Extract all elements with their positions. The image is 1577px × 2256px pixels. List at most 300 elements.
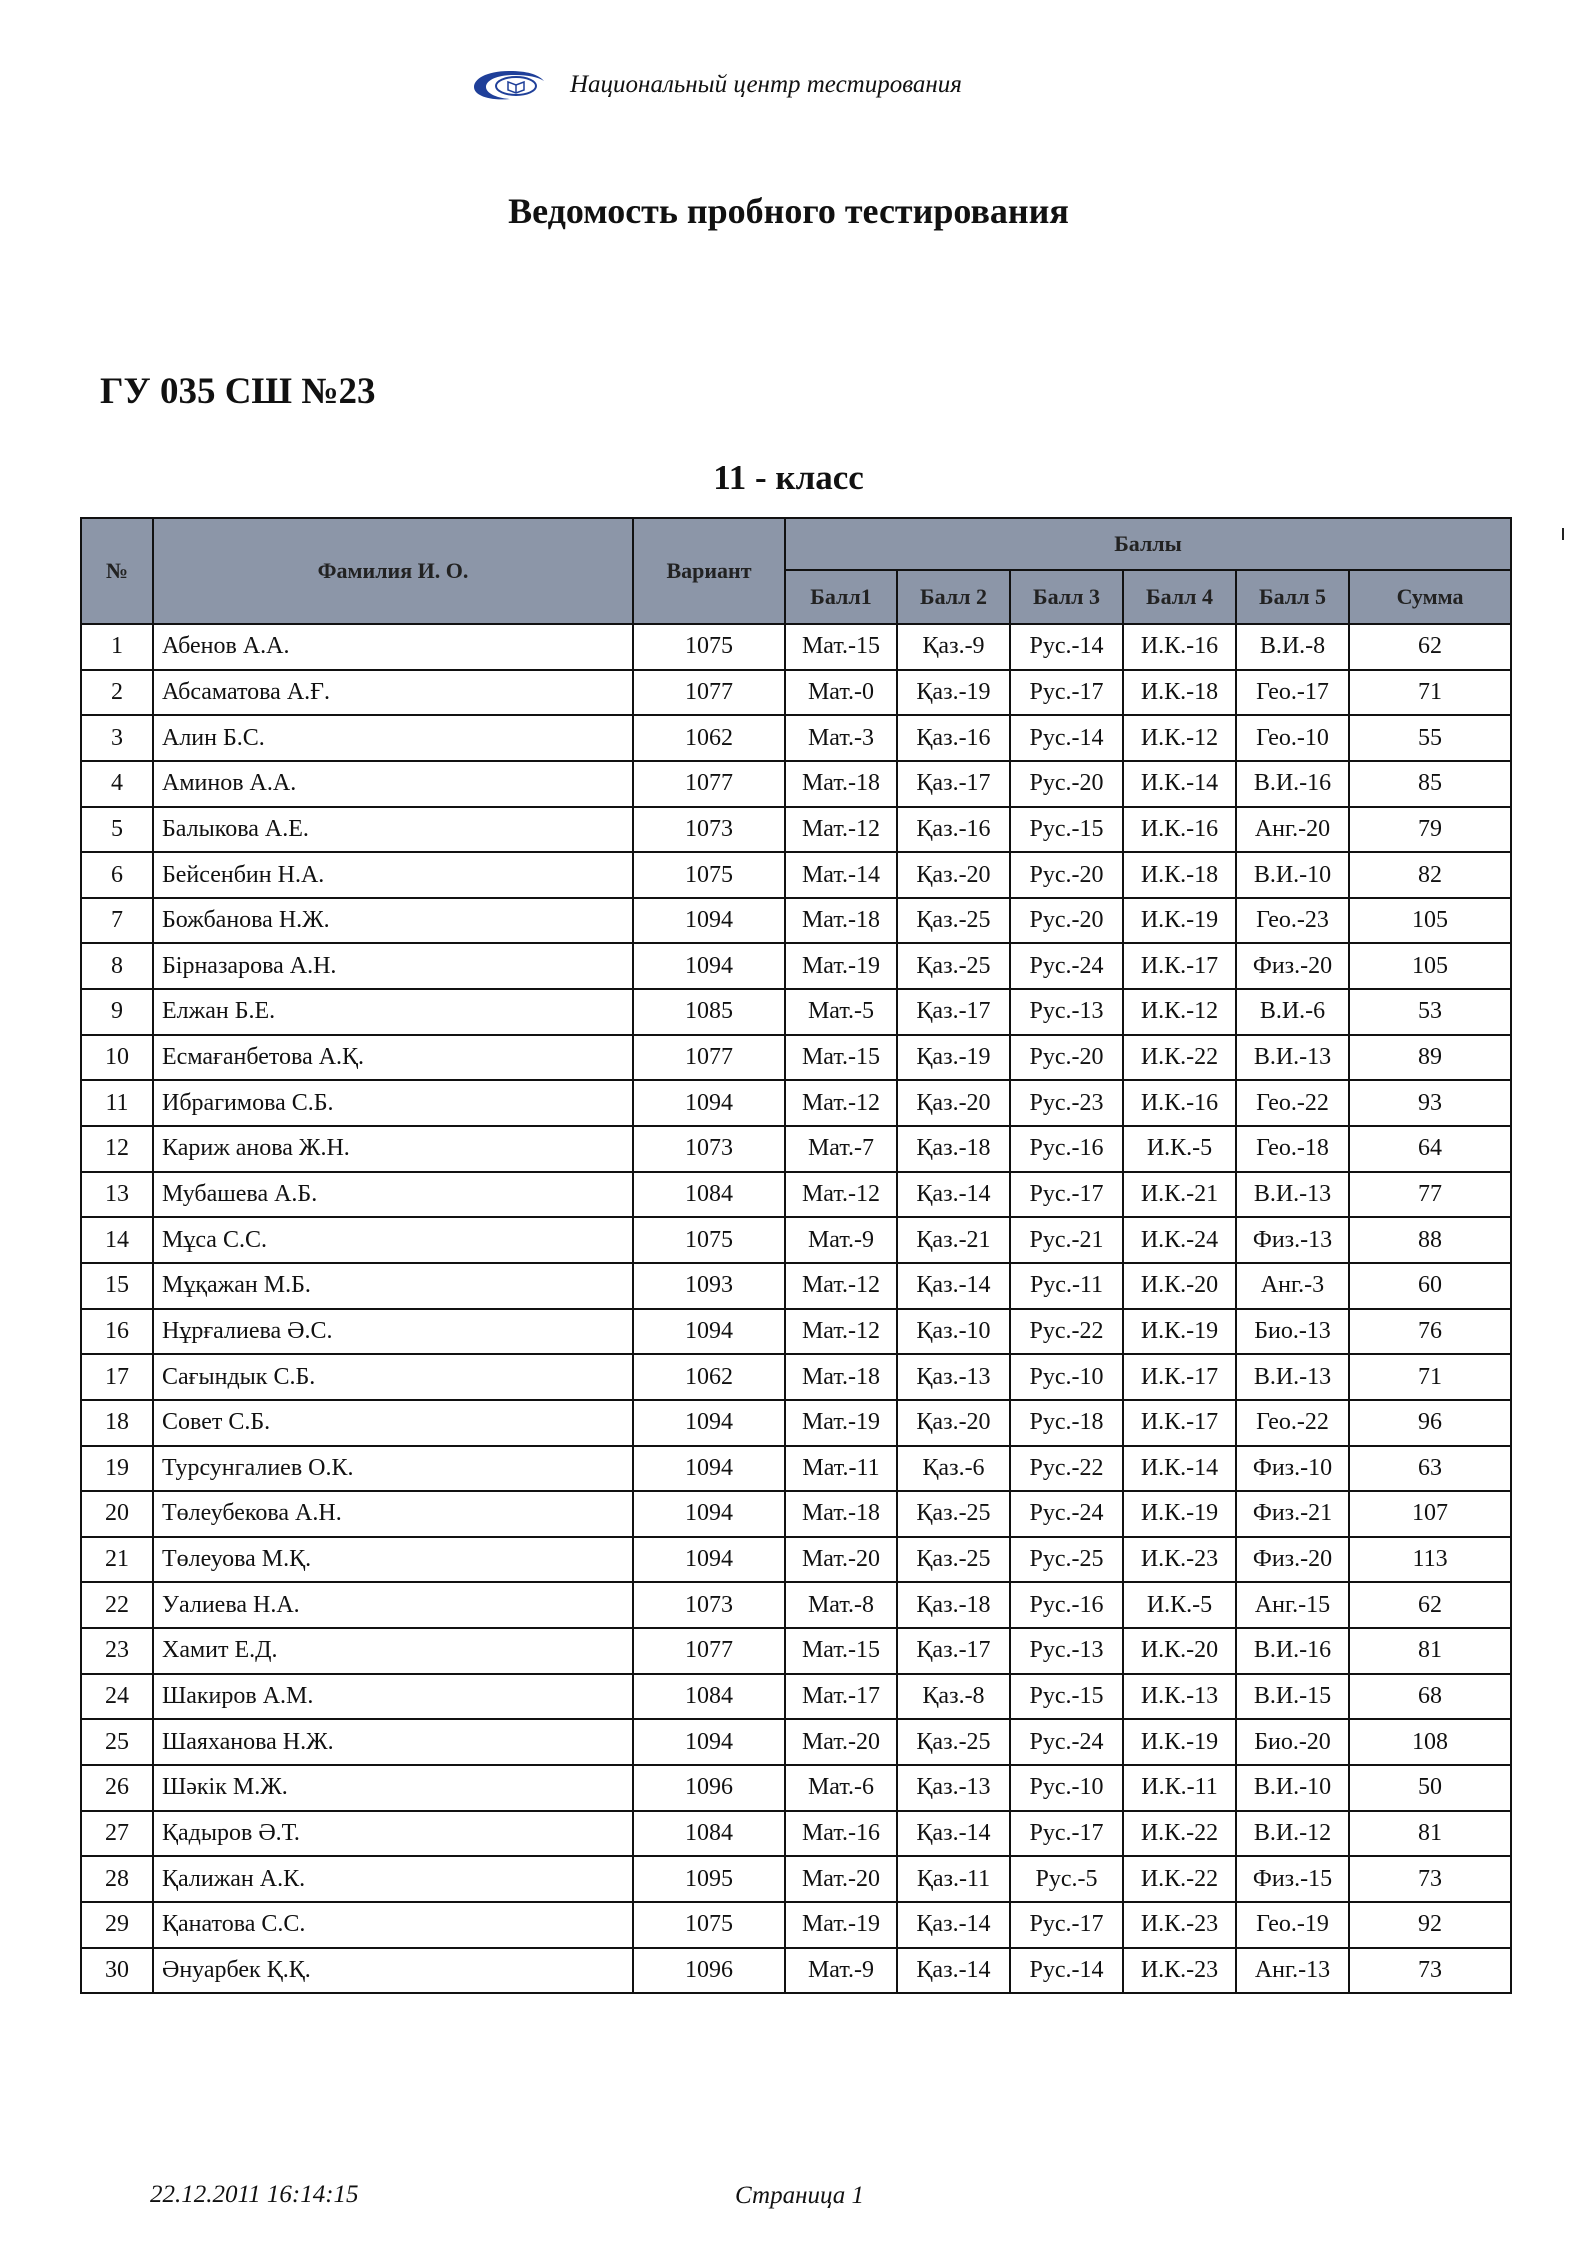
cell-total: 64 <box>1349 1126 1511 1172</box>
cell-score2: Қаз.-14 <box>897 1811 1010 1857</box>
cell-number: 18 <box>81 1400 153 1446</box>
table-row <box>81 898 1511 944</box>
cell-score5: Гео.-19 <box>1236 1902 1349 1948</box>
cell-score1: Мат.-0 <box>785 670 897 716</box>
cell-name: Алин Б.С. <box>153 715 633 761</box>
cell-score5: Гео.-23 <box>1236 898 1349 944</box>
cell-score3: Рус.-17 <box>1010 670 1123 716</box>
cell-score4: И.К.-23 <box>1123 1537 1236 1583</box>
cell-score3: Рус.-24 <box>1010 1491 1123 1537</box>
cell-score4: И.К.-19 <box>1123 1309 1236 1355</box>
cell-score1: Мат.-3 <box>785 715 897 761</box>
cell-score3: Рус.-17 <box>1010 1902 1123 1948</box>
cell-score3: Рус.-18 <box>1010 1400 1123 1446</box>
cell-number: 17 <box>81 1354 153 1400</box>
cell-score5: В.И.-15 <box>1236 1674 1349 1720</box>
cell-total: 71 <box>1349 670 1511 716</box>
cell-number: 24 <box>81 1674 153 1720</box>
cell-name: Мұса С.С. <box>153 1217 633 1263</box>
cell-score5: В.И.-10 <box>1236 852 1349 898</box>
cell-number: 2 <box>81 670 153 716</box>
cell-total: 76 <box>1349 1309 1511 1355</box>
table-row <box>81 943 1511 989</box>
cell-score5: Физ.-21 <box>1236 1491 1349 1537</box>
cell-score3: Рус.-14 <box>1010 624 1123 670</box>
table-row <box>81 624 1511 670</box>
cell-total: 96 <box>1349 1400 1511 1446</box>
table-row <box>81 1309 1511 1355</box>
cell-number: 19 <box>81 1446 153 1492</box>
cell-score5: Анг.-13 <box>1236 1948 1349 1994</box>
cell-total: 82 <box>1349 852 1511 898</box>
cell-score4: И.К.-18 <box>1123 670 1236 716</box>
cell-variant: 1075 <box>633 852 785 898</box>
cell-total: 113 <box>1349 1537 1511 1583</box>
cell-variant: 1094 <box>633 1309 785 1355</box>
cell-score5: Гео.-17 <box>1236 670 1349 716</box>
table-row <box>81 1765 1511 1811</box>
cell-variant: 1094 <box>633 1080 785 1126</box>
cell-name: Уалиева Н.А. <box>153 1582 633 1628</box>
cell-score4: И.К.-19 <box>1123 1491 1236 1537</box>
cell-variant: 1077 <box>633 761 785 807</box>
cell-name: Шәкік М.Ж. <box>153 1765 633 1811</box>
cell-score1: Мат.-8 <box>785 1582 897 1628</box>
cell-score2: Қаз.-10 <box>897 1309 1010 1355</box>
table-row <box>81 1172 1511 1218</box>
table-row <box>81 1400 1511 1446</box>
cell-score5: В.И.-13 <box>1236 1035 1349 1081</box>
cell-name: Бейсенбин Н.А. <box>153 852 633 898</box>
cell-number: 22 <box>81 1582 153 1628</box>
cell-score1: Мат.-20 <box>785 1719 897 1765</box>
cell-variant: 1073 <box>633 1126 785 1172</box>
cell-score3: Рус.-25 <box>1010 1537 1123 1583</box>
cell-score3: Рус.-17 <box>1010 1811 1123 1857</box>
cell-score5: Био.-20 <box>1236 1719 1349 1765</box>
cell-score1: Мат.-20 <box>785 1537 897 1583</box>
cell-score5: Гео.-22 <box>1236 1080 1349 1126</box>
cell-score3: Рус.-17 <box>1010 1172 1123 1218</box>
cell-total: 81 <box>1349 1628 1511 1674</box>
col-score4: Балл 4 <box>1123 570 1236 624</box>
cell-number: 6 <box>81 852 153 898</box>
table-row <box>81 1948 1511 1994</box>
cell-score3: Рус.-13 <box>1010 1628 1123 1674</box>
cell-score1: Мат.-15 <box>785 1628 897 1674</box>
cell-score2: Қаз.-17 <box>897 1628 1010 1674</box>
cell-total: 53 <box>1349 989 1511 1035</box>
cell-score4: И.К.-16 <box>1123 624 1236 670</box>
cell-score4: И.К.-18 <box>1123 852 1236 898</box>
cell-score5: В.И.-6 <box>1236 989 1349 1035</box>
cell-score1: Мат.-12 <box>785 1263 897 1309</box>
cell-variant: 1077 <box>633 1035 785 1081</box>
page-header <box>470 60 1110 110</box>
cell-score1: Мат.-18 <box>785 1491 897 1537</box>
cell-score1: Мат.-9 <box>785 1948 897 1994</box>
cell-name: Мұқажан М.Б. <box>153 1263 633 1309</box>
col-name: Фамилия И. О. <box>153 518 633 624</box>
cell-score1: Мат.-12 <box>785 1309 897 1355</box>
cell-score3: Рус.-23 <box>1010 1080 1123 1126</box>
cell-score1: Мат.-9 <box>785 1217 897 1263</box>
col-total: Сумма <box>1349 570 1511 624</box>
results-table <box>80 517 1510 1994</box>
cell-number: 16 <box>81 1309 153 1355</box>
cell-score1: Мат.-14 <box>785 852 897 898</box>
cell-score4: И.К.-23 <box>1123 1948 1236 1994</box>
cell-variant: 1094 <box>633 1537 785 1583</box>
cell-variant: 1093 <box>633 1263 785 1309</box>
cell-score1: Мат.-20 <box>785 1856 897 1902</box>
cell-score1: Мат.-18 <box>785 1354 897 1400</box>
cell-score2: Қаз.-14 <box>897 1172 1010 1218</box>
table-row <box>81 670 1511 716</box>
cell-name: Әнуарбек Қ.Қ. <box>153 1948 633 1994</box>
cell-number: 13 <box>81 1172 153 1218</box>
cell-score2: Қаз.-11 <box>897 1856 1010 1902</box>
cell-total: 88 <box>1349 1217 1511 1263</box>
cell-number: 5 <box>81 807 153 853</box>
cell-total: 71 <box>1349 1354 1511 1400</box>
grade-label: 11 - класс <box>713 458 864 497</box>
cell-name: Абсаматова А.Ғ. <box>153 670 633 716</box>
col-score1: Балл1 <box>785 570 897 624</box>
table-row <box>81 1856 1511 1902</box>
cell-score3: Рус.-15 <box>1010 1674 1123 1720</box>
cell-variant: 1084 <box>633 1674 785 1720</box>
table-body <box>81 624 1511 1993</box>
cell-score2: Қаз.-18 <box>897 1582 1010 1628</box>
cell-name: Совет С.Б. <box>153 1400 633 1446</box>
cell-score3: Рус.-20 <box>1010 1035 1123 1081</box>
cell-score4: И.К.-19 <box>1123 898 1236 944</box>
cell-score2: Қаз.-14 <box>897 1902 1010 1948</box>
cell-number: 20 <box>81 1491 153 1537</box>
cell-score4: И.К.-12 <box>1123 989 1236 1035</box>
cell-score4: И.К.-14 <box>1123 761 1236 807</box>
table-row <box>81 807 1511 853</box>
cell-score1: Мат.-17 <box>785 1674 897 1720</box>
cell-score4: И.К.-12 <box>1123 715 1236 761</box>
table-row <box>81 1719 1511 1765</box>
cell-score2: Қаз.-20 <box>897 1400 1010 1446</box>
cell-score2: Қаз.-20 <box>897 1080 1010 1126</box>
margin-mark <box>1562 528 1564 540</box>
cell-score3: Рус.-22 <box>1010 1446 1123 1492</box>
cell-total: 68 <box>1349 1674 1511 1720</box>
cell-number: 9 <box>81 989 153 1035</box>
cell-score3: Рус.-13 <box>1010 989 1123 1035</box>
cell-score2: Қаз.-8 <box>897 1674 1010 1720</box>
cell-variant: 1094 <box>633 1719 785 1765</box>
cell-score5: Физ.-13 <box>1236 1217 1349 1263</box>
cell-score5: В.И.-12 <box>1236 1811 1349 1857</box>
cell-score2: Қаз.-14 <box>897 1263 1010 1309</box>
cell-score1: Мат.-5 <box>785 989 897 1035</box>
cell-score4: И.К.-5 <box>1123 1126 1236 1172</box>
table-row <box>81 1674 1511 1720</box>
cell-score2: Қаз.-13 <box>897 1354 1010 1400</box>
cell-total: 107 <box>1349 1491 1511 1537</box>
cell-number: 30 <box>81 1948 153 1994</box>
cell-total: 85 <box>1349 761 1511 807</box>
cell-score4: И.К.-20 <box>1123 1628 1236 1674</box>
cell-total: 105 <box>1349 898 1511 944</box>
cell-total: 50 <box>1349 1765 1511 1811</box>
cell-score3: Рус.-20 <box>1010 761 1123 807</box>
cell-total: 60 <box>1349 1263 1511 1309</box>
cell-score1: Мат.-6 <box>785 1765 897 1811</box>
cell-number: 28 <box>81 1856 153 1902</box>
cell-score4: И.К.-17 <box>1123 1400 1236 1446</box>
table-row <box>81 1126 1511 1172</box>
cell-score3: Рус.-16 <box>1010 1126 1123 1172</box>
cell-score5: В.И.-13 <box>1236 1354 1349 1400</box>
cell-score3: Рус.-15 <box>1010 807 1123 853</box>
cell-variant: 1094 <box>633 1400 785 1446</box>
cell-total: 63 <box>1349 1446 1511 1492</box>
cell-name: Сағындык С.Б. <box>153 1354 633 1400</box>
cell-variant: 1075 <box>633 1217 785 1263</box>
cell-variant: 1075 <box>633 1902 785 1948</box>
cell-score3: Рус.-10 <box>1010 1354 1123 1400</box>
table-header <box>81 518 1511 624</box>
table-row <box>81 989 1511 1035</box>
cell-number: 10 <box>81 1035 153 1081</box>
cell-score2: Қаз.-25 <box>897 1719 1010 1765</box>
col-score5: Балл 5 <box>1236 570 1349 624</box>
cell-number: 23 <box>81 1628 153 1674</box>
school-name: ГУ 035 СШ №23 <box>100 371 376 412</box>
cell-variant: 1073 <box>633 807 785 853</box>
cell-total: 93 <box>1349 1080 1511 1126</box>
cell-score1: Мат.-16 <box>785 1811 897 1857</box>
cell-variant: 1094 <box>633 1446 785 1492</box>
cell-score3: Рус.-21 <box>1010 1217 1123 1263</box>
cell-number: 12 <box>81 1126 153 1172</box>
table-row <box>81 1354 1511 1400</box>
cell-score5: В.И.-13 <box>1236 1172 1349 1218</box>
cell-score1: Мат.-19 <box>785 943 897 989</box>
cell-score3: Рус.-20 <box>1010 898 1123 944</box>
cell-score4: И.К.-21 <box>1123 1172 1236 1218</box>
cell-score5: В.И.-16 <box>1236 1628 1349 1674</box>
cell-score3: Рус.-24 <box>1010 1719 1123 1765</box>
cell-score5: Био.-13 <box>1236 1309 1349 1355</box>
cell-name: Ибрагимова С.Б. <box>153 1080 633 1126</box>
cell-score2: Қаз.-25 <box>897 1537 1010 1583</box>
cell-score4: И.К.-11 <box>1123 1765 1236 1811</box>
cell-number: 29 <box>81 1902 153 1948</box>
cell-number: 21 <box>81 1537 153 1583</box>
table-row <box>81 1811 1511 1857</box>
cell-name: Төлеуова М.Қ. <box>153 1537 633 1583</box>
cell-score3: Рус.-11 <box>1010 1263 1123 1309</box>
cell-name: Мубашева А.Б. <box>153 1172 633 1218</box>
document-title: Ведомость пробного тестирования <box>508 191 1069 231</box>
cell-name: Қадыров Ә.Т. <box>153 1811 633 1857</box>
cell-variant: 1084 <box>633 1172 785 1218</box>
cell-variant: 1096 <box>633 1948 785 1994</box>
cell-score5: Анг.-20 <box>1236 807 1349 853</box>
cell-score1: Мат.-11 <box>785 1446 897 1492</box>
cell-score4: И.К.-17 <box>1123 1354 1236 1400</box>
table-row <box>81 1035 1511 1081</box>
cell-score5: Физ.-20 <box>1236 1537 1349 1583</box>
cell-total: 79 <box>1349 807 1511 853</box>
table-row <box>81 852 1511 898</box>
cell-total: 73 <box>1349 1948 1511 1994</box>
ntc-logo-icon <box>470 65 550 105</box>
cell-number: 4 <box>81 761 153 807</box>
cell-score5: Гео.-22 <box>1236 1400 1349 1446</box>
cell-name: Қалижан А.К. <box>153 1856 633 1902</box>
cell-score2: Қаз.-16 <box>897 715 1010 761</box>
cell-score4: И.К.-19 <box>1123 1719 1236 1765</box>
cell-score3: Рус.-10 <box>1010 1765 1123 1811</box>
cell-score2: Қаз.-25 <box>897 898 1010 944</box>
cell-variant: 1062 <box>633 715 785 761</box>
cell-score5: В.И.-16 <box>1236 761 1349 807</box>
col-variant: Вариант <box>633 518 785 624</box>
cell-variant: 1077 <box>633 1628 785 1674</box>
cell-variant: 1096 <box>633 1765 785 1811</box>
cell-score5: В.И.-8 <box>1236 624 1349 670</box>
col-number: № <box>81 518 153 624</box>
cell-score5: Гео.-18 <box>1236 1126 1349 1172</box>
footer-page-number: Страница 1 <box>735 2182 865 2209</box>
cell-score2: Қаз.-13 <box>897 1765 1010 1811</box>
cell-variant: 1094 <box>633 1491 785 1537</box>
table-row <box>81 1537 1511 1583</box>
cell-variant: 1077 <box>633 670 785 716</box>
cell-score2: Қаз.-17 <box>897 989 1010 1035</box>
cell-total: 105 <box>1349 943 1511 989</box>
cell-number: 11 <box>81 1080 153 1126</box>
cell-number: 14 <box>81 1217 153 1263</box>
cell-score1: Мат.-18 <box>785 898 897 944</box>
cell-total: 92 <box>1349 1902 1511 1948</box>
cell-name: Аминов А.А. <box>153 761 633 807</box>
cell-score4: И.К.-16 <box>1123 807 1236 853</box>
cell-score5: Анг.-15 <box>1236 1582 1349 1628</box>
cell-variant: 1062 <box>633 1354 785 1400</box>
cell-variant: 1084 <box>633 1811 785 1857</box>
cell-variant: 1085 <box>633 989 785 1035</box>
col-scores-group: Баллы <box>785 518 1511 570</box>
cell-score2: Қаз.-18 <box>897 1126 1010 1172</box>
cell-score5: Гео.-10 <box>1236 715 1349 761</box>
cell-name: Нұрғалиева Ә.С. <box>153 1309 633 1355</box>
cell-score2: Қаз.-25 <box>897 1491 1010 1537</box>
cell-total: 89 <box>1349 1035 1511 1081</box>
cell-score5: Анг.-3 <box>1236 1263 1349 1309</box>
cell-total: 62 <box>1349 1582 1511 1628</box>
cell-number: 7 <box>81 898 153 944</box>
cell-score3: Рус.-14 <box>1010 715 1123 761</box>
cell-score2: Қаз.-20 <box>897 852 1010 898</box>
cell-total: 73 <box>1349 1856 1511 1902</box>
cell-score4: И.К.-16 <box>1123 1080 1236 1126</box>
cell-score4: И.К.-17 <box>1123 943 1236 989</box>
table-row <box>81 1902 1511 1948</box>
cell-score3: Рус.-20 <box>1010 852 1123 898</box>
col-score3: Балл 3 <box>1010 570 1123 624</box>
cell-name: Шаяханова Н.Ж. <box>153 1719 633 1765</box>
cell-total: 55 <box>1349 715 1511 761</box>
cell-score5: Физ.-20 <box>1236 943 1349 989</box>
cell-variant: 1094 <box>633 943 785 989</box>
cell-score1: Мат.-19 <box>785 1902 897 1948</box>
cell-score1: Мат.-19 <box>785 1400 897 1446</box>
cell-total: 108 <box>1349 1719 1511 1765</box>
table-row <box>81 1080 1511 1126</box>
cell-name: Хамит Е.Д. <box>153 1628 633 1674</box>
cell-score2: Қаз.-19 <box>897 670 1010 716</box>
cell-score4: И.К.-22 <box>1123 1811 1236 1857</box>
cell-score1: Мат.-15 <box>785 1035 897 1081</box>
cell-score4: И.К.-20 <box>1123 1263 1236 1309</box>
cell-name: Абенов А.А. <box>153 624 633 670</box>
cell-number: 3 <box>81 715 153 761</box>
cell-score2: Қаз.-6 <box>897 1446 1010 1492</box>
cell-score2: Қаз.-21 <box>897 1217 1010 1263</box>
cell-variant: 1095 <box>633 1856 785 1902</box>
cell-name: Қанатова С.С. <box>153 1902 633 1948</box>
cell-score1: Мат.-12 <box>785 1172 897 1218</box>
cell-number: 15 <box>81 1263 153 1309</box>
cell-name: Бірназарова А.Н. <box>153 943 633 989</box>
cell-score4: И.К.-13 <box>1123 1674 1236 1720</box>
cell-score4: И.К.-23 <box>1123 1902 1236 1948</box>
cell-variant: 1094 <box>633 898 785 944</box>
cell-score3: Рус.-5 <box>1010 1856 1123 1902</box>
cell-score1: Мат.-12 <box>785 1080 897 1126</box>
cell-name: Төлеубекова А.Н. <box>153 1491 633 1537</box>
cell-score2: Қаз.-25 <box>897 943 1010 989</box>
table-row <box>81 1582 1511 1628</box>
cell-score4: И.К.-22 <box>1123 1856 1236 1902</box>
cell-total: 81 <box>1349 1811 1511 1857</box>
cell-number: 1 <box>81 624 153 670</box>
cell-score2: Қаз.-17 <box>897 761 1010 807</box>
cell-score3: Рус.-24 <box>1010 943 1123 989</box>
cell-name: Турсунгалиев О.К. <box>153 1446 633 1492</box>
cell-score1: Мат.-7 <box>785 1126 897 1172</box>
cell-score4: И.К.-5 <box>1123 1582 1236 1628</box>
cell-score3: Рус.-22 <box>1010 1309 1123 1355</box>
cell-score3: Рус.-16 <box>1010 1582 1123 1628</box>
cell-score3: Рус.-14 <box>1010 1948 1123 1994</box>
cell-score1: Мат.-18 <box>785 761 897 807</box>
cell-name: Елжан Б.Е. <box>153 989 633 1035</box>
cell-name: Балыкова А.Е. <box>153 807 633 853</box>
cell-score2: Қаз.-14 <box>897 1948 1010 1994</box>
cell-score2: Қаз.-19 <box>897 1035 1010 1081</box>
cell-name: Кариж анова Ж.Н. <box>153 1126 633 1172</box>
cell-total: 62 <box>1349 624 1511 670</box>
cell-number: 27 <box>81 1811 153 1857</box>
cell-number: 26 <box>81 1765 153 1811</box>
cell-name: Божбанова Н.Ж. <box>153 898 633 944</box>
table-row <box>81 761 1511 807</box>
cell-total: 77 <box>1349 1172 1511 1218</box>
cell-score1: Мат.-15 <box>785 624 897 670</box>
table-row <box>81 1217 1511 1263</box>
cell-score5: Физ.-15 <box>1236 1856 1349 1902</box>
